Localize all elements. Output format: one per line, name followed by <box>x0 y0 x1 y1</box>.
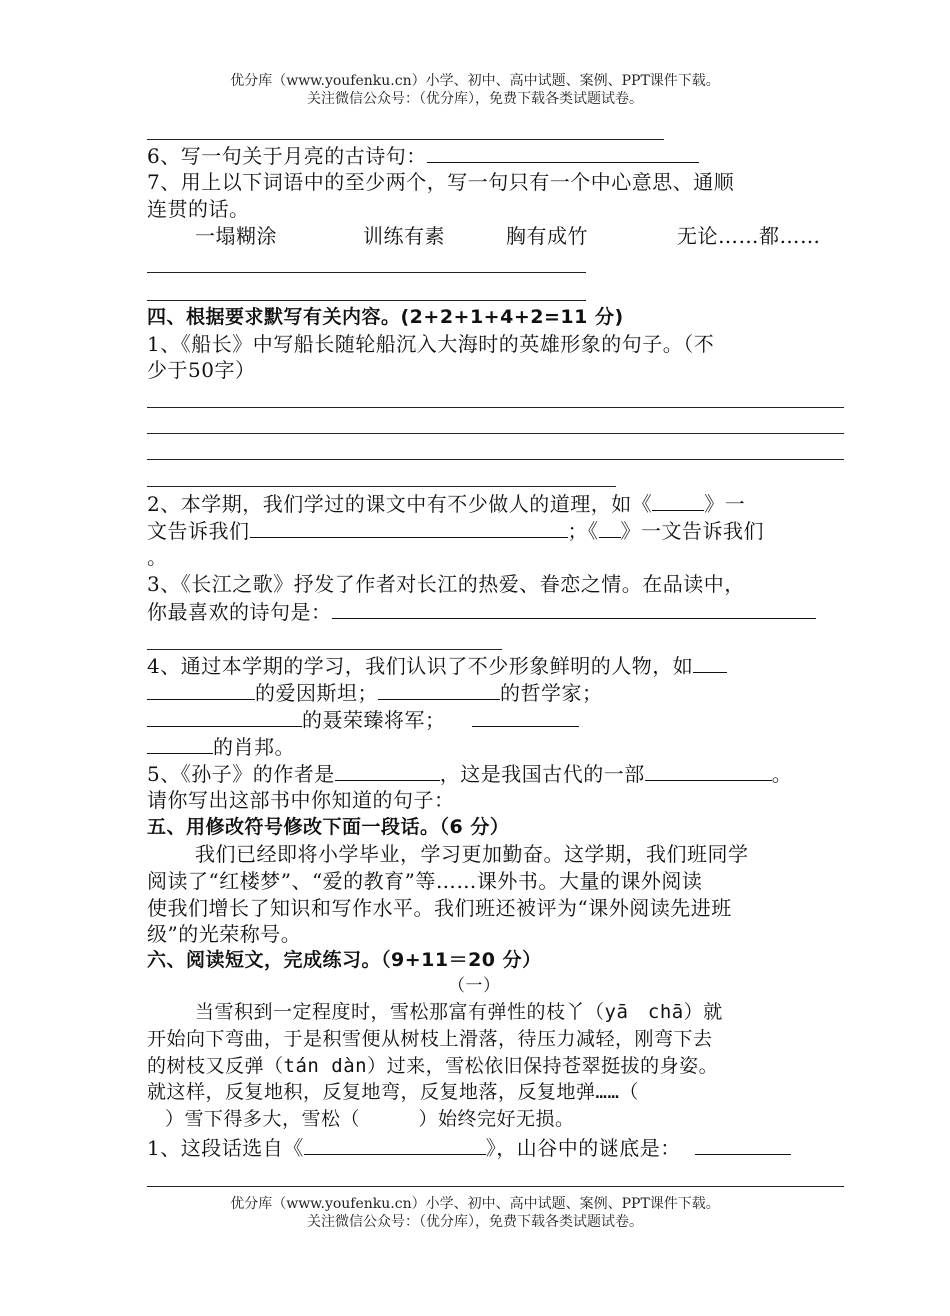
answer-line[interactable] <box>147 407 844 408</box>
s4-q4-line-4 <box>147 733 295 761</box>
q7-line-2: 连贯的话。 <box>147 197 250 221</box>
s4-q2-text-d: ；《 <box>567 519 599 543</box>
header-line-1: 优分库（www.youfenku.cn）小学、初中、高中试题、案例、PPT课件下载。 <box>230 73 720 89</box>
s4-q3-line-1: 3、《长江之歌》抒发了作者对长江的热爱、眷恋之情。在品读中， <box>147 572 745 596</box>
s4-q5-text-c: 。 <box>771 762 793 786</box>
s4-q5-text-a: 5、《孙子》的作者是 <box>147 762 335 786</box>
s4-q4-einstein: 的爱因斯坦； <box>255 681 378 705</box>
s4-q5-line-1 <box>147 760 792 788</box>
s4-q2-line-2 <box>147 517 764 545</box>
section-5-title: 五、用修改符号修改下面一段话。（6 分） <box>147 816 510 838</box>
s4-q4-blank-4[interactable] <box>147 706 302 727</box>
s6-passage-line-4: 就这样，反复地积，反复地弯，反复地落，反复地弹……（ <box>147 1081 639 1103</box>
q7-words <box>195 223 821 250</box>
word-3: 胸有成竹 <box>506 224 588 248</box>
answer-line[interactable] <box>147 649 502 650</box>
s4-q2-line-1 <box>147 490 745 518</box>
s5-para-line-3: 使我们增长了知识和写作水平。我们班还被评为“课外阅读先进班 <box>147 896 732 920</box>
s5-para-line-4: 级”的光荣称号。 <box>147 922 302 946</box>
s6-subtitle: （一） <box>448 976 501 996</box>
s4-q4-line-2 <box>147 679 603 707</box>
s4-q2-text-b: 》一 <box>704 492 746 516</box>
answer-line[interactable] <box>147 433 844 434</box>
answer-line[interactable] <box>147 459 844 460</box>
s6-passage-line-3: 的树枝又反弹（tán dàn）过来，雪松依旧保持苍翠挺拔的身姿。 <box>147 1055 719 1077</box>
s6-q1-blank-2[interactable] <box>695 1134 791 1155</box>
answer-line[interactable] <box>147 486 616 487</box>
s4-q4-blank-2[interactable] <box>147 679 255 700</box>
s4-q4-nie: 的聂荣臻将军； <box>302 708 446 732</box>
word-4: 无论……都…… <box>677 224 821 248</box>
s4-q4-blank-5[interactable] <box>472 706 579 727</box>
s4-q2-blank-3[interactable] <box>599 517 621 538</box>
s4-q2-blank-2[interactable] <box>250 517 568 538</box>
q7-line-1: 7、用上以下词语中的至少两个，写一句只有一个中心意思、通顺 <box>147 170 735 194</box>
s4-q1-line-1: 1、《船长》中写船长随轮船沉入大海时的英雄形象的句子。（不 <box>147 332 715 356</box>
s6-passage-line-5: ）雪下得多大，雪松（ ）始终完好无损。 <box>165 1108 575 1130</box>
footer-line-2: 关注微信公众号：（优分库），免费下载各类试题试卷。 <box>307 1214 643 1230</box>
s4-q5-line-2: 请你写出这部书中你知道的句子： <box>147 788 455 812</box>
s4-q2-text-c: 文告诉我们 <box>147 519 250 543</box>
s4-q4-chopin: 的肖邦。 <box>213 735 295 759</box>
s6-passage-line-1: 当雪积到一定程度时，雪松那富有弹性的枝丫（yā chā）就 <box>195 1001 723 1023</box>
s4-q3-text: 你最喜欢的诗句是： <box>147 600 332 624</box>
s4-q4-blank-3[interactable] <box>378 679 500 700</box>
page-header <box>0 72 950 108</box>
answer-line[interactable] <box>147 139 664 140</box>
footer-line-1: 优分库（www.youfenku.cn）小学、初中、高中试题、案例、PPT课件下载。 <box>230 1196 720 1212</box>
word-1: 一塌糊涂 <box>195 224 277 248</box>
s4-q4-line-1 <box>147 652 727 680</box>
s4-q5-text-b: ，这是我国古代的一部 <box>439 762 645 786</box>
header-line-2: 关注微信公众号：（优分库），免费下载各类试题试卷。 <box>307 91 643 107</box>
q6-line <box>147 142 699 170</box>
s4-q3-line-2 <box>147 598 816 626</box>
section-6-title: 六、阅读短文，完成练习。（9+11＝20 分） <box>147 949 542 971</box>
s4-q4-line-3 <box>147 706 579 734</box>
s4-q4-blank-1[interactable] <box>693 652 727 673</box>
s6-q1-text-a: 1、这段话选自《 <box>147 1136 304 1160</box>
s4-q2-text-e: 》一文告诉我们 <box>620 519 764 543</box>
s6-passage-line-2: 开始向下弯曲，于是积雪便从树枝上滑落，待压力减轻，刚弯下去 <box>147 1028 713 1050</box>
s6-q1-line <box>147 1134 791 1162</box>
s4-q5-blank-2[interactable] <box>645 760 772 781</box>
s4-q2-text-a: 2、本学期，我们学过的课文中有不少做人的道理，如《 <box>147 492 653 516</box>
s4-q2-line-3: 。 <box>147 545 168 569</box>
s4-q1-line-2: 少于50字） <box>147 358 256 382</box>
answer-line[interactable] <box>147 300 586 301</box>
s6-q1-text-b: 》，山谷中的谜底是： <box>485 1136 681 1160</box>
s4-q4-blank-6[interactable] <box>147 733 213 754</box>
s4-q5-blank-1[interactable] <box>335 760 440 781</box>
s5-para-line-2: 阅读了“红楼梦”、“爱的教育”等……课外书。大量的课外阅读 <box>147 869 703 893</box>
page-footer <box>0 1195 950 1231</box>
q6-answer-blank[interactable] <box>427 142 699 163</box>
s4-q2-blank-1[interactable] <box>652 490 704 511</box>
answer-line[interactable] <box>147 1186 844 1187</box>
s5-para-line-1: 我们已经即将小学毕业，学习更加勤奋。这学期，我们班同学 <box>195 842 749 866</box>
q6-text: 6、写一句关于月亮的古诗句： <box>147 144 427 168</box>
s4-q4-philosopher: 的哲学家； <box>500 681 603 705</box>
s4-q3-blank[interactable] <box>332 598 816 619</box>
word-2: 训练有素 <box>363 224 445 248</box>
section-4-title: 四、根据要求默写有关内容。(2+2+1+4+2=11 分) <box>147 306 624 328</box>
s4-q4-text: 4、通过本学期的学习，我们认识了不少形象鲜明的人物，如 <box>147 654 694 678</box>
answer-line[interactable] <box>147 272 586 273</box>
s6-q1-blank-1[interactable] <box>304 1134 486 1155</box>
